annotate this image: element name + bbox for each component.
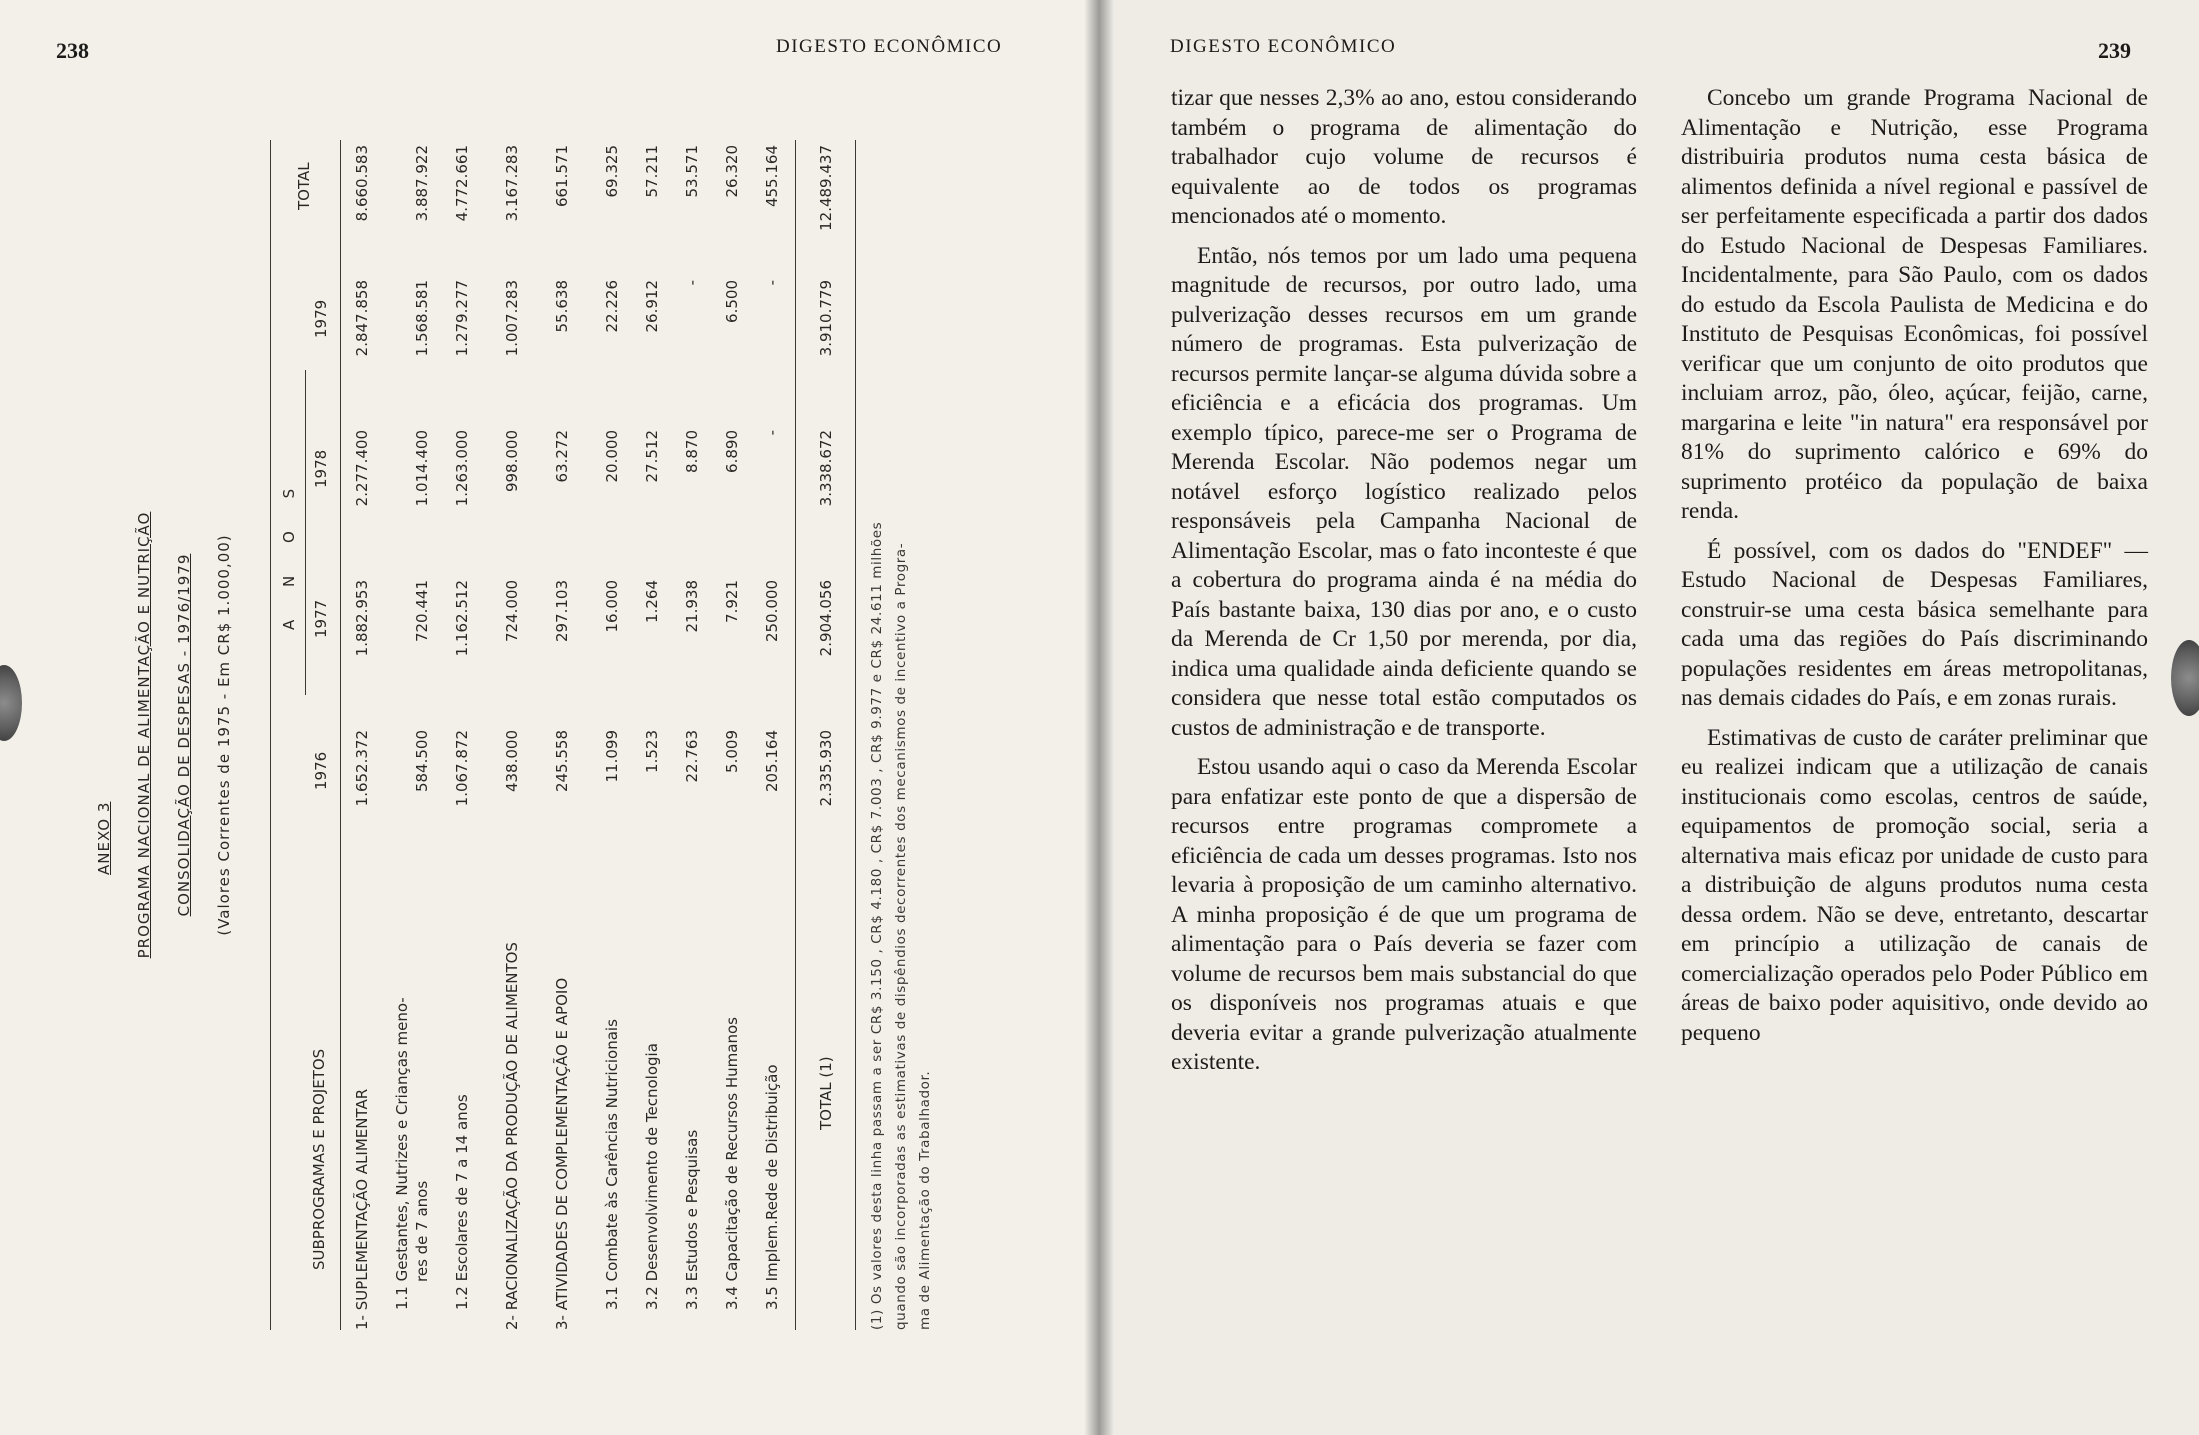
paragraph: tizar que nesses 2,3% ao ano, estou considerando também o programa de alimentação do trabalhador cujo volume de recursos é equivalente ao de todos os programas mencionados até o momento. xyxy=(1171,85,1637,229)
row-value: 250.000 xyxy=(763,580,781,643)
footnote-line: ma de Alimentação do Trabalhador. xyxy=(917,1070,933,1330)
header-year-1976: 1976 xyxy=(312,751,330,790)
row-value: 26.320 xyxy=(723,145,741,198)
row-value: 3.167.283 xyxy=(503,145,521,222)
table-bottom-rule xyxy=(855,140,856,1330)
paragraph: Concebo um grande Programa Nacional de Alimentação e Nutrição, esse Programa distribuiria produtos numa cesta básica de alimentos definida a nível regional e passível de ser perfeitamente especificada a partir dos dados do Estudo Nacional de Despesas Familiares. Incidentalmente, para São Paulo, com os dados do estudo da Escola Paulista de Medicina e do Instituto de Pesquisas Econômicas, foi possível verificar que um conjunto de oito produtos que incluiam arroz, pão, óleo, açúcar, feijão, carne, margarina e leite "in natura" era responsável por 81% do suprimento calórico e 69% do suprimento protéico da população de baixa renda. xyxy=(1681,85,2148,524)
binder-tab-left xyxy=(0,665,22,741)
row-value: 1.014.400 xyxy=(413,430,431,507)
rotated-table-block xyxy=(95,140,975,1330)
total-value: 12.489.437 xyxy=(817,145,835,231)
row-value: 3.887.922 xyxy=(413,145,431,222)
right-running-head: DIGESTO ECONÔMICO xyxy=(1170,36,1397,57)
total-value: 2.904.056 xyxy=(817,580,835,657)
row-value: 4.772.661 xyxy=(453,145,471,222)
paragraph: Então, nós temos por um lado uma pequena magnitude de recursos, por outro lado, uma pulverização desses recursos em um grande número de programas. Esta pulverização de recursos permite lançar-se alguma dúvida sobre a eficiência e a eficácia dos programas. Um exemplo típico, parece-me ser o Programa de Merenda Escolar. Não podemos negar um notável esforço logístico realizado pelos responsáveis pela Campanha Nacional de Alimentação Escolar, mas o fato incontestе é que a cobertura do programa ainda é na média do País bastante baixa, 130 dias por ano, e o custo da Merenda de Cr 1,50 por merenda, por dia, indica uma qualidade ainda deficiente quando se considera que nesse total estão computados os custos de administração e de transporte. xyxy=(1171,242,1637,741)
row-label: 2- RACIONALIZAÇÃO DA PRODUÇÃO DE ALIMENTOS xyxy=(503,942,521,1330)
row-label: 1.2 Escolares de 7 a 14 anos xyxy=(453,1094,471,1310)
row-label: 1.1 Gestantes, Nutrizes e Crianças meno- xyxy=(393,997,411,1310)
row-value: 998.000 xyxy=(503,430,521,493)
row-value: 1.279.277 xyxy=(453,280,471,357)
row-value: - xyxy=(763,280,781,286)
text-column-2 xyxy=(1681,84,2148,1058)
row-value: 1.263.000 xyxy=(453,430,471,507)
row-label-continued: res de 7 anos xyxy=(413,1180,431,1282)
row-value: 1.162.512 xyxy=(453,580,471,657)
row-value: 724.000 xyxy=(503,580,521,643)
row-value: 6.500 xyxy=(723,280,741,323)
total-value: 3.910.779 xyxy=(817,280,835,357)
row-value: - xyxy=(763,430,781,436)
row-value: 69.325 xyxy=(603,145,621,198)
row-value: 22.763 xyxy=(683,730,701,783)
right-page xyxy=(1099,0,2199,1435)
total-value: 3.338.672 xyxy=(817,430,835,507)
left-page xyxy=(0,0,1099,1435)
table-total-rule xyxy=(795,140,796,1330)
row-label: 3- ATIVIDADES DE COMPLEMENTAÇÃO E APOIO xyxy=(553,977,571,1330)
row-value: 584.500 xyxy=(413,730,431,793)
text-column-1 xyxy=(1171,84,1637,1088)
row-value: 53.571 xyxy=(683,145,701,198)
book-gutter xyxy=(1084,0,1114,1435)
row-value: 661.571 xyxy=(553,145,571,208)
row-value: 20.000 xyxy=(603,430,621,483)
row-value: 205.164 xyxy=(763,730,781,793)
annex-label: ANEXO 3 xyxy=(95,801,113,875)
row-value: 21.938 xyxy=(683,580,701,633)
table-header-rule xyxy=(340,140,341,1330)
row-label: 3.4 Capacitação de Recursos Humanos xyxy=(723,1017,741,1310)
table-top-rule xyxy=(270,140,271,1330)
row-value: 26.912 xyxy=(643,280,661,333)
row-value: 11.099 xyxy=(603,730,621,783)
row-value: 6.890 xyxy=(723,430,741,473)
paragraph: Estou usando aqui o caso da Merenda Escolar para enfatizar este ponto de que a dispersão de recursos entre programas compromete a eficiência de cada um desses programas. Isto nos levaria à proposição de um caminho alternativo. A minha proposição é de que um programa de alimentação para o País deveria se fazer com volume de recursos bem mais substancial do que os disponíveis nos programas atuais e que deveria evitar a grande pulverização atualmente existente. xyxy=(1171,754,1637,1075)
row-label: 3.1 Combate às Carências Nutricionais xyxy=(603,1019,621,1310)
row-value: 2.277.400 xyxy=(353,430,371,507)
header-total: TOTAL xyxy=(295,162,313,210)
header-year-1977: 1977 xyxy=(312,599,330,638)
row-value: 245.558 xyxy=(553,730,571,793)
footnote-line: (1) Os valores desta linha passam a ser CR$ 3.150 , CR$ 4.180 , CR$ 7.003 , CR$ 9.977 e CR$ 24.611 milhões xyxy=(869,521,885,1330)
row-value: 8.660.583 xyxy=(353,145,371,222)
row-value: 5.009 xyxy=(723,730,741,773)
row-value: 2.847.858 xyxy=(353,280,371,357)
left-page-number: 238 xyxy=(56,38,89,63)
row-value: 455.164 xyxy=(763,145,781,208)
row-value: 1.067.872 xyxy=(453,730,471,807)
row-value: 8.870 xyxy=(683,430,701,473)
header-years-group: A N O S xyxy=(280,474,298,630)
right-page-number: 239 xyxy=(2098,38,2131,63)
row-value: 1.652.372 xyxy=(353,730,371,807)
header-year-1978: 1978 xyxy=(312,449,330,488)
paragraph: Estimativas de custo de caráter preliminar que eu realizei indicam que a utilização de canais institucionais como escolas, centros de saúde, equipamentos de promoção social, seria a alternativa mais eficaz por unidade de custo para a distribuição de alguns produtos numa cesta dessa ordem. Não se deve, entretanto, descartar em princípio a utilização de canais de comercialização operados pelo Poder Público em áreas de baixo poder aquisitivo, onde devido ao pequeno xyxy=(1681,724,2148,1046)
total-value: 2.335.930 xyxy=(817,730,835,807)
footnote-line: quando são incorporadas as estimativas de dispêndios decorrentes dos mecanismos de incentivo a Progra- xyxy=(893,542,909,1330)
row-label: 3.2 Desenvolvimento de Tecnologia xyxy=(643,1043,661,1310)
header-year-1979: 1979 xyxy=(312,299,330,338)
table-note: (Valores Correntes de 1975 - Em CR$ 1.000,00) xyxy=(215,534,233,936)
binder-tab-right xyxy=(2171,640,2199,716)
row-value: 57.211 xyxy=(643,145,661,198)
header-subprograms: SUBPROGRAMAS E PROJETOS xyxy=(310,1048,328,1270)
table-footnote xyxy=(865,140,937,1330)
row-value: 1.264 xyxy=(643,580,661,623)
row-value: - xyxy=(683,280,701,286)
row-value: 7.921 xyxy=(723,580,741,623)
row-value: 1.007.283 xyxy=(503,280,521,357)
row-label: 3.5 Implem.Rede de Distribuição xyxy=(763,1064,781,1310)
years-group-rule xyxy=(305,370,306,695)
row-value: 27.512 xyxy=(643,430,661,483)
table-subtitle: CONSOLIDAÇÃO DE DESPESAS - 1976/1979 xyxy=(175,553,193,917)
row-value: 438.000 xyxy=(503,730,521,793)
row-value: 55.638 xyxy=(553,280,571,333)
row-value: 16.000 xyxy=(603,580,621,633)
row-value: 22.226 xyxy=(603,280,621,333)
table-title: PROGRAMA NACIONAL DE ALIMENTAÇÃO E NUTRIÇÃO xyxy=(135,511,153,959)
row-value: 1.568.581 xyxy=(413,280,431,357)
paragraph: É possível, com os dados do "ENDEF" — Estudo Nacional de Despesas Familiares, construir-se uma cesta básica semelhante para cada uma das regiões do País discriminando populações residentes em áreas metropolitanas, nas demais cidades do País, e em zonas rurais. xyxy=(1681,537,2148,711)
left-running-head: DIGESTO ECONÔMICO xyxy=(776,36,1003,57)
row-value: 297.103 xyxy=(553,580,571,643)
row-value: 1.882.953 xyxy=(353,580,371,657)
row-value: 720.441 xyxy=(413,580,431,643)
row-label: 1- SUPLEMENTAÇÃO ALIMENTAR xyxy=(353,1088,371,1330)
row-value: 63.272 xyxy=(553,430,571,483)
total-label: TOTAL (1) xyxy=(817,1056,835,1130)
row-label: 3.3 Estudos e Pesquisas xyxy=(683,1129,701,1310)
row-value: 1.523 xyxy=(643,730,661,773)
